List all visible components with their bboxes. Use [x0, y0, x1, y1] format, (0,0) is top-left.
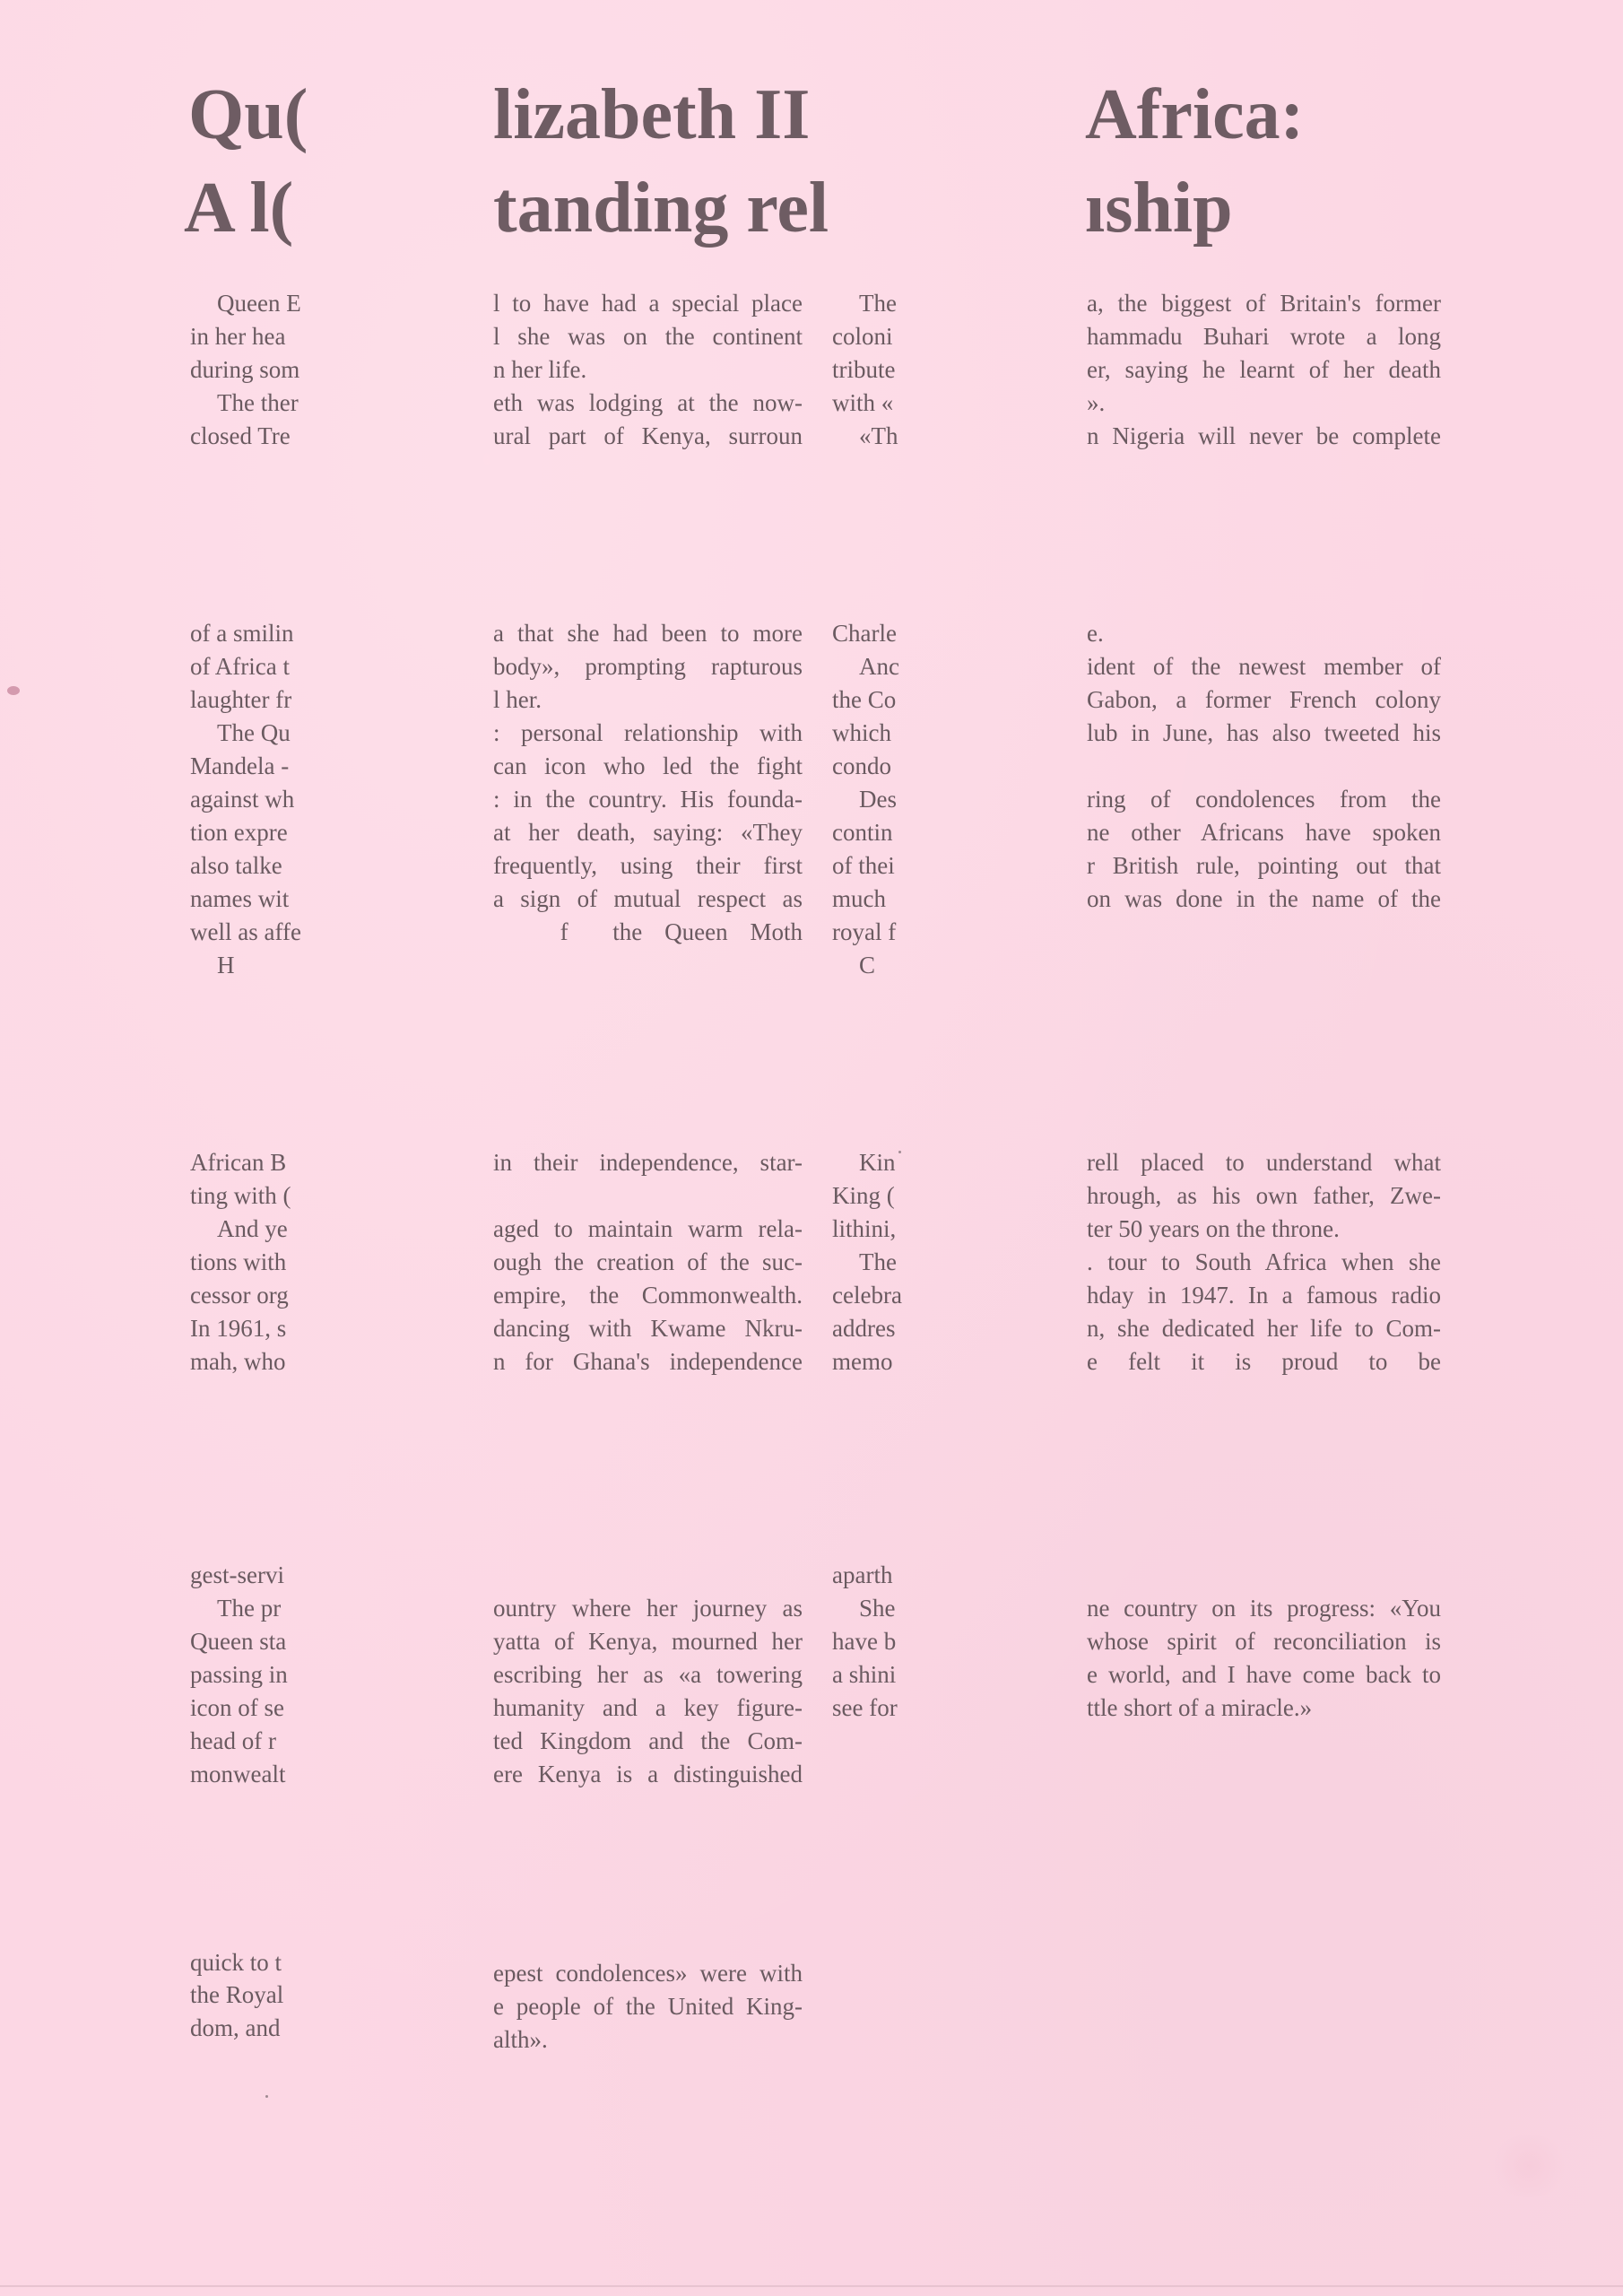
text-fragment-r4c4: ne country on its progress: «You whose spirit of reconciliation is e world, and I have come back to ttle short of a miracle.»	[1087, 1595, 1441, 1721]
text-fragment-r3c3: Kin King ( lithini, The celebra addres memo	[832, 1149, 902, 1375]
text-fragment-r5c1: quick to t the Royal dom, and	[190, 1949, 284, 2041]
headline-fragment-4: A l(	[184, 169, 294, 248]
text-fragment-r1c2: l to have had a special place l she was on the continent n her life. eth was lodging at the now- ural part of Kenya, surroun	[493, 290, 803, 449]
text-fragment-r1c4: a, the biggest of Britain's former hammadu Buhari wrote a long er, saying he learnt of her death ». n Nigeria will never be complete	[1087, 290, 1441, 449]
text-fragment-r1c1: Queen E in her hea during som The ther closed Tre	[190, 290, 301, 449]
headline-fragment-6: ıship	[1085, 169, 1233, 248]
text-fragment-r4c1: gest-servi The pr Queen sta passing in icon of se head of r monwealt	[190, 1561, 288, 1787]
text-fragment-r3c2: in their independence, star- aged to maintain warm rela- ough the creation of the suc- empire, the Commonwealth. dancing with Kwame Nkru- n for Ghana's independence	[493, 1149, 803, 1375]
headline-fragment-5: tanding rel	[493, 169, 829, 248]
paper-dot	[898, 1151, 901, 1153]
headline-fragment-3: Africa:	[1085, 75, 1305, 154]
text-fragment-r1c3: The coloni tribute with « «Th	[832, 290, 898, 449]
text-fragment-r2c1: of a smilin of Africa t laughter fr The Qu Mandela - against wh tion expre also talke names wit well as affe H	[190, 620, 301, 978]
text-fragment-r4c3: aparth She have b a shini see for	[832, 1561, 898, 1721]
text-fragment-r5c2: epest condolences» were with e people of the United King- alth».	[493, 1960, 803, 2053]
text-fragment-r3c1: African B ting with ( And ye tions with cessor org In 1961, s mah, who	[190, 1149, 291, 1375]
headline-fragment-1: Qu(	[188, 75, 308, 154]
text-fragment-r2c2: a that she had been to more body», prompting rapturous l her. : personal relationship with can icon who led the fight : in the country. His founda- at her death, saying: «They frequently, using their first a sign of mutual respect as f the Queen Moth	[493, 620, 803, 945]
paper-scuff	[1488, 2135, 1569, 2197]
paper-dot	[265, 2095, 268, 2098]
text-fragment-r2c4: e. ident of the newest member of Gabon, a former French colony lub in June, has also tweeted his ring of condolences from the ne other Africans have spoken r British rule, pointing out that on was done in the name of the	[1087, 620, 1441, 912]
headline-fragment-2: lizabeth II	[493, 75, 811, 154]
text-fragment-r2c3: Charle Anc the Co which condo Des contin of thei much royal f C	[832, 620, 899, 978]
text-fragment-r4c2: ountry where her journey as yatta of Kenya, mourned her escribing her as «a towering humanity and a key figure- ted Kingdom and the Com- ere Kenya is a distinguished	[493, 1595, 803, 1787]
text-fragment-r3c4: rell placed to understand what hrough, as his own father, Zwe- ter 50 years on the throne. . tour to South Africa when she hday in 1947. In a famous radio n, she dedicated her life to Com- e felt it is proud to be	[1087, 1149, 1441, 1375]
scan-bottom-edge	[0, 2285, 1623, 2287]
paper-speck	[7, 686, 20, 695]
